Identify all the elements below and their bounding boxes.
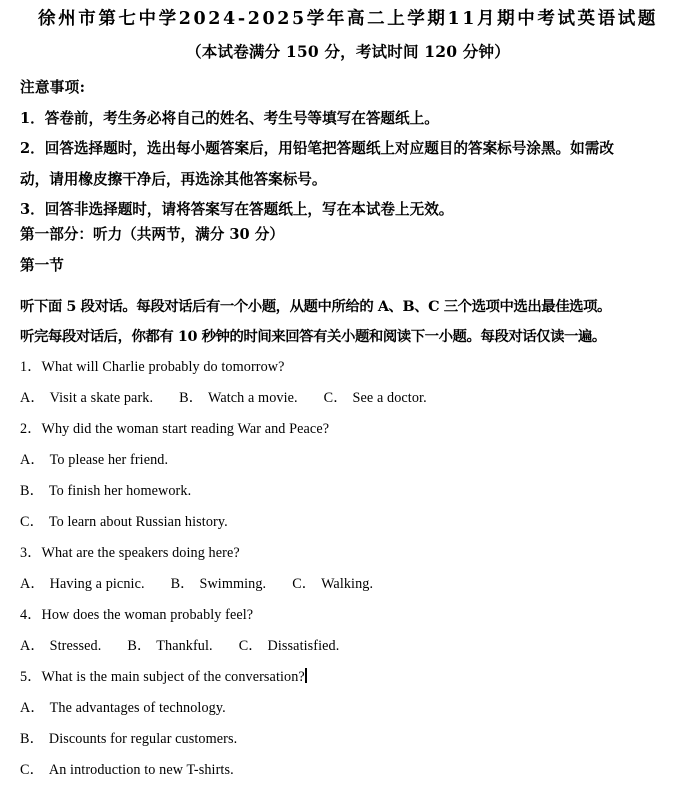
option-label[interactable]: C． [20,762,44,778]
question-stem [20,662,685,693]
notice-block [20,73,682,226]
option-row [20,693,685,724]
option-label[interactable]: C． [323,390,348,406]
option-text[interactable]: Walking. [321,576,374,592]
option-label[interactable]: A． [20,638,45,654]
option-label[interactable]: A． [20,452,45,468]
question-number: 3． [20,545,42,561]
instruction-line-2: 听完每段对话后，你都有 10 秒钟的时间来回答有关小题和阅读下一小题。每段对话仅读一遍。 [20,328,606,345]
option-label[interactable]: B． [20,483,44,499]
notice-item-1: 1．答卷前，考生务必将自己的姓名、考生号等填写在答题纸上。 [20,109,439,127]
question-stem [20,538,685,569]
question-number: 1． [20,359,42,375]
instruction-line-1: 听下面 5 段对话。每段对话后有一个小题，从题中所给的 A、B、C 三个选项中选出最佳选项。 [20,298,611,315]
listening-instructions [20,292,685,352]
option-label[interactable]: C． [20,514,44,530]
option-text[interactable]: Stressed. [49,638,102,654]
question-number: 4． [20,607,42,623]
option-row [20,383,685,414]
option-text[interactable]: Thankful. [156,638,213,654]
question-stem [20,414,685,445]
section-headings [20,220,682,281]
option-text[interactable]: Visit a skate park. [49,390,154,406]
option-text[interactable]: Dissatisfied. [267,638,340,654]
option-text[interactable]: Swimming. [199,576,267,592]
option-row [20,631,685,662]
option-row [20,507,685,538]
option-text[interactable]: Having a picnic. [49,576,145,592]
notice-item-2-line-2: 动，请用橡皮擦干净后，再选涂其他答案标号。 [20,170,327,188]
question-text: How does the woman probably feel? [41,607,254,623]
option-label[interactable]: A． [20,700,45,716]
option-label[interactable]: B． [170,576,195,592]
question-text: What will Charlie probably do tomorrow? [41,359,285,375]
option-text[interactable]: The advantages of technology. [49,700,226,716]
question-number: 5． [20,669,42,685]
page-subtitle: （本试卷满分 150 分，考试时间 120 分钟） [186,42,510,61]
option-text[interactable]: An introduction to new T-shirts. [48,762,234,778]
option-text[interactable]: Discounts for regular customers. [48,731,238,747]
option-label[interactable]: C． [238,638,263,654]
option-label[interactable]: B． [179,390,203,406]
option-row [20,445,685,476]
question-number: 2． [20,421,42,437]
option-label[interactable]: A． [20,390,45,406]
question-text: What are the speakers doing here? [41,545,240,561]
section-one-heading: 第一节 [20,256,64,274]
option-label[interactable]: B． [127,638,152,654]
option-label[interactable]: C． [292,576,317,592]
text-cursor-caret [305,668,306,683]
page-title: 徐州市第七中学2024-2025学年高二上学期11月期中考试英语试题 [38,9,658,29]
option-text[interactable]: See a doctor. [352,390,427,406]
question-stem [20,352,685,383]
option-text[interactable]: To finish her homework. [48,483,192,499]
option-row [20,569,685,600]
option-text[interactable]: To learn about Russian history. [48,514,228,530]
option-row [20,476,685,507]
option-row [20,755,685,786]
option-text[interactable]: To please her friend. [49,452,169,468]
option-row [20,724,685,755]
question-stem [20,600,685,631]
notice-item-3: 3．回答非选择题时，请将答案写在答题纸上，写在本试卷上无效。 [20,201,454,218]
notice-item-2-line-1: 2．回答选择题时，选出每小题答案后，用铅笔把答题纸上对应题目的答案标号涂黑。如需改 [20,140,614,157]
question-text: Why did the woman start reading War and Peace? [41,421,330,437]
option-label[interactable]: A． [20,576,45,592]
part-one-heading: 第一部分：听力（共两节，满分 30 分） [20,226,284,243]
question-text: What is the main subject of the conversation? [41,669,305,685]
notice-heading: 注意事项: [20,79,86,96]
option-text[interactable]: Watch a movie. [207,390,298,406]
question-list [20,352,685,786]
option-label[interactable]: B． [20,731,44,747]
